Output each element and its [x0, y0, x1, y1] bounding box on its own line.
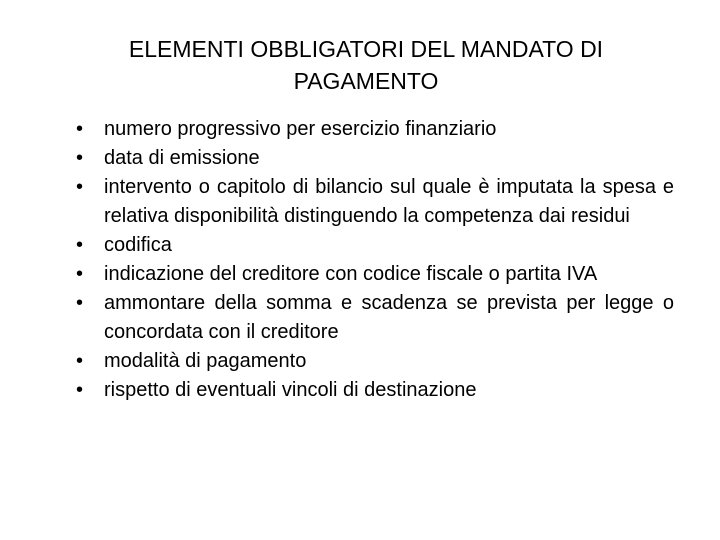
- bullet-text: data di emissione: [104, 147, 260, 169]
- bullet-item-budget-chapter: [76, 173, 674, 231]
- bullet-icon: •: [76, 176, 84, 198]
- bullet-item-coding: [76, 231, 674, 260]
- bullet-text: numero progressivo per esercizio finanziario: [104, 118, 497, 140]
- bullet-icon: •: [76, 350, 84, 372]
- bullet-icon: •: [76, 263, 84, 285]
- bullet-text: indicazione del creditore con codice fiscale o partita IVA: [104, 263, 598, 285]
- slide-title: [36, 33, 696, 97]
- bullet-item-payment-method: [76, 347, 674, 376]
- bullet-icon: •: [76, 379, 84, 401]
- bullet-item-creditor: [76, 260, 674, 289]
- bullet-icon: •: [76, 147, 84, 169]
- bullet-item-sequence-number: [76, 115, 674, 144]
- bullet-item-destination-constraints: [76, 376, 674, 405]
- bullet-item-amount-deadline: [76, 289, 674, 347]
- bullet-text: modalità di pagamento: [104, 350, 307, 372]
- bullet-text: intervento o capitolo di bilancio sul quale è imputata la spesa e relativa disponibilità distinguendo la competenza dai residui: [104, 176, 674, 227]
- bullet-list: [76, 115, 674, 405]
- slide-title-line-2: PAGAMENTO: [293, 68, 439, 94]
- bullet-item-issue-date: [76, 144, 674, 173]
- bullet-icon: •: [76, 292, 84, 314]
- bullet-icon: •: [76, 118, 84, 140]
- bullet-text: rispetto di eventuali vincoli di destinazione: [104, 379, 477, 401]
- bullet-text: codifica: [104, 234, 172, 256]
- slide-title-line-1: ELEMENTI OBBLIGATORI DEL MANDATO DI: [128, 36, 604, 62]
- bullet-icon: •: [76, 234, 84, 256]
- bullet-text: ammontare della somma e scadenza se prevista per legge o concordata con il creditore: [104, 292, 674, 343]
